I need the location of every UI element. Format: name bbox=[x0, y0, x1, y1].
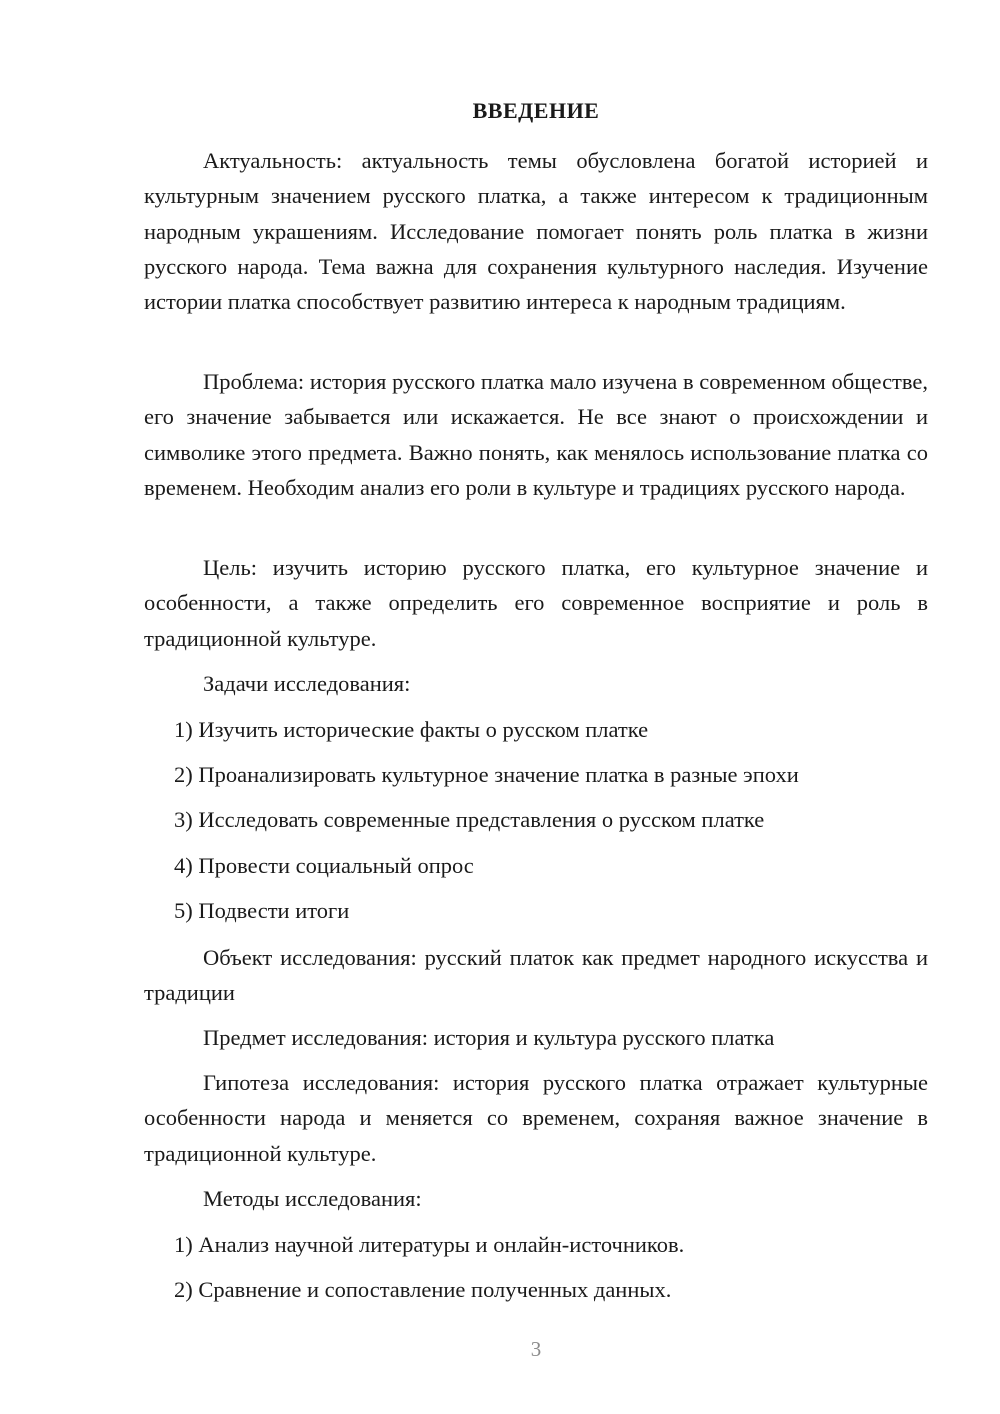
goal-paragraph: Цель: изучить историю русского платка, его культурное значение и особенности, а также определить его современное восприятие и роль в традиционной культуре. bbox=[144, 555, 928, 651]
methods-heading: Методы исследования: bbox=[203, 1186, 422, 1211]
task-item-4: 4) Провести социальный опрос bbox=[174, 853, 474, 878]
hypothesis-paragraph: Гипотеза исследования: история русского платка отражает культурные особенности народа и меняется со временем, сохраняя важное значение в традиционной культуре. bbox=[144, 1070, 928, 1166]
page-number: 3 bbox=[530, 1337, 542, 1361]
problem-paragraph: Проблема: история русского платка мало изучена в современном обществе, его значение забывается или искажается. Не все знают о происхождении и символике этого предмета. Важно понять, как менялось использование платка со временем. Необходим анализ его роли в культуре и традициях русского народа. bbox=[144, 369, 928, 500]
tasks-heading: Задачи исследования: bbox=[203, 671, 411, 696]
object-paragraph: Объект исследования: русский платок как предмет народного искусства и традиции bbox=[144, 945, 928, 1006]
method-item-2: 2) Сравнение и сопоставление полученных данных. bbox=[174, 1277, 672, 1302]
method-item-1: 1) Анализ научной литературы и онлайн-источников. bbox=[174, 1232, 685, 1257]
task-item-2: 2) Проанализировать культурное значение платка в разные эпохи bbox=[174, 762, 799, 787]
relevance-paragraph: Актуальность: актуальность темы обусловлена богатой историей и культурным значением русского платка, а также интересом к традиционным народным украшениям. Исследование помогает понять роль платка в жизни русского народа. Тема важна для сохранения культурного наследия. Изучение истории платка способствует развитию интереса к народным традициям. bbox=[144, 148, 928, 315]
section-title: ВВЕДЕНИЕ bbox=[472, 98, 600, 123]
subject-paragraph: Предмет исследования: история и культура русского платка bbox=[203, 1025, 775, 1050]
task-item-3: 3) Исследовать современные представления о русском платке bbox=[174, 807, 765, 832]
task-item-5: 5) Подвести итоги bbox=[174, 898, 350, 923]
task-item-1: 1) Изучить исторические факты о русском платке bbox=[174, 717, 649, 742]
